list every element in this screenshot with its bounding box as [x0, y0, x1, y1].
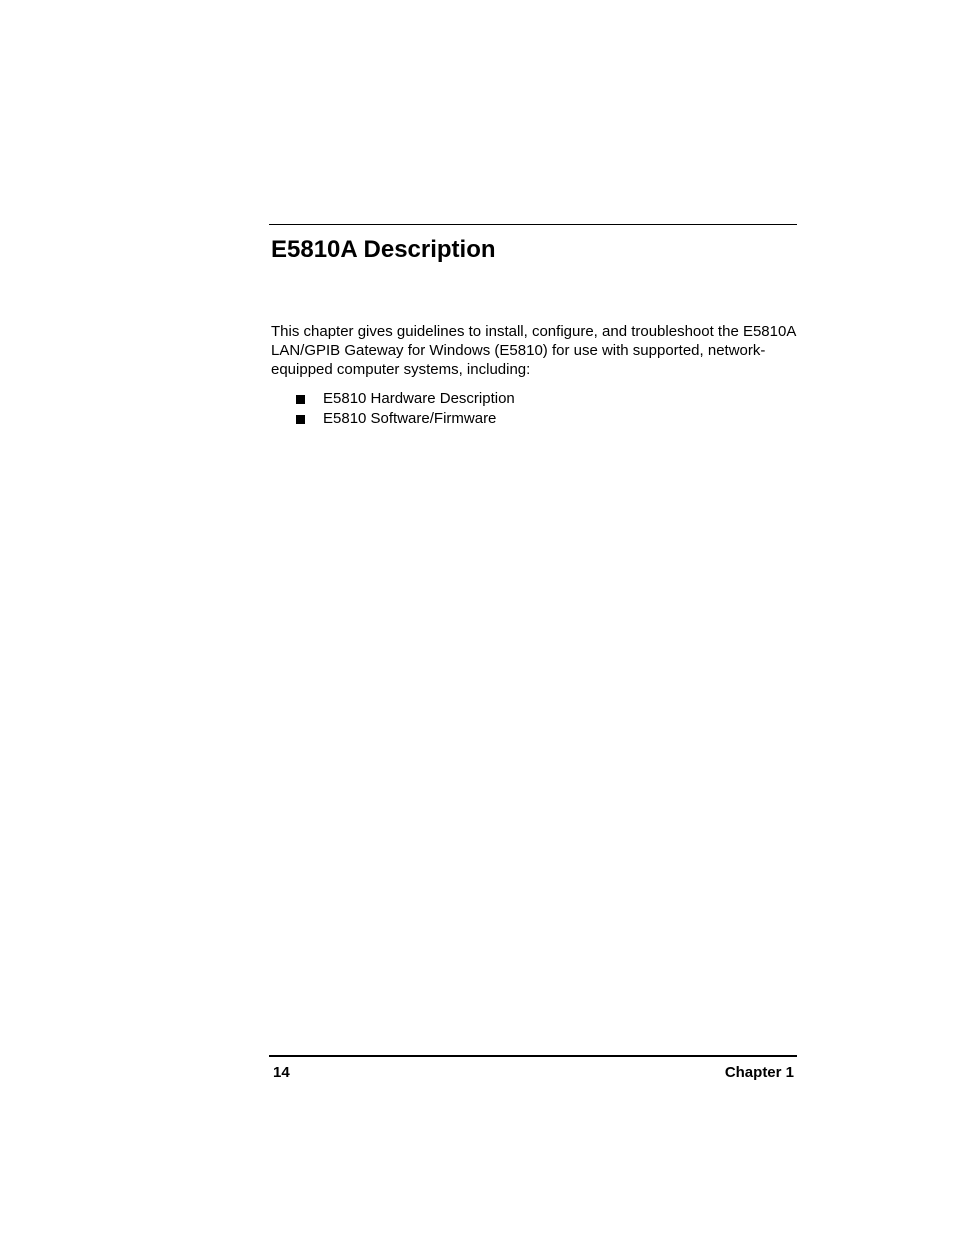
list-item [296, 409, 515, 429]
list-item-label: E5810 Software/Firmware [323, 410, 497, 427]
square-bullet-icon [296, 415, 305, 424]
footer-rule [269, 1055, 797, 1057]
list-item [296, 389, 515, 409]
section-top-rule [269, 224, 797, 225]
intro-paragraph: This chapter gives guidelines to install, configure, and troubleshoot the E5810A LAN/GPIB Gateway for Windows (E5810) for use with supported, network-equipped computer systems, including: [271, 323, 796, 378]
list-item-label: E5810 Hardware Description [323, 390, 515, 407]
topic-list [296, 389, 515, 429]
section-title: E5810A Description [271, 236, 496, 263]
page-number: 14 [273, 1064, 290, 1081]
square-bullet-icon [296, 395, 305, 404]
chapter-label: Chapter 1 [724, 1064, 794, 1081]
